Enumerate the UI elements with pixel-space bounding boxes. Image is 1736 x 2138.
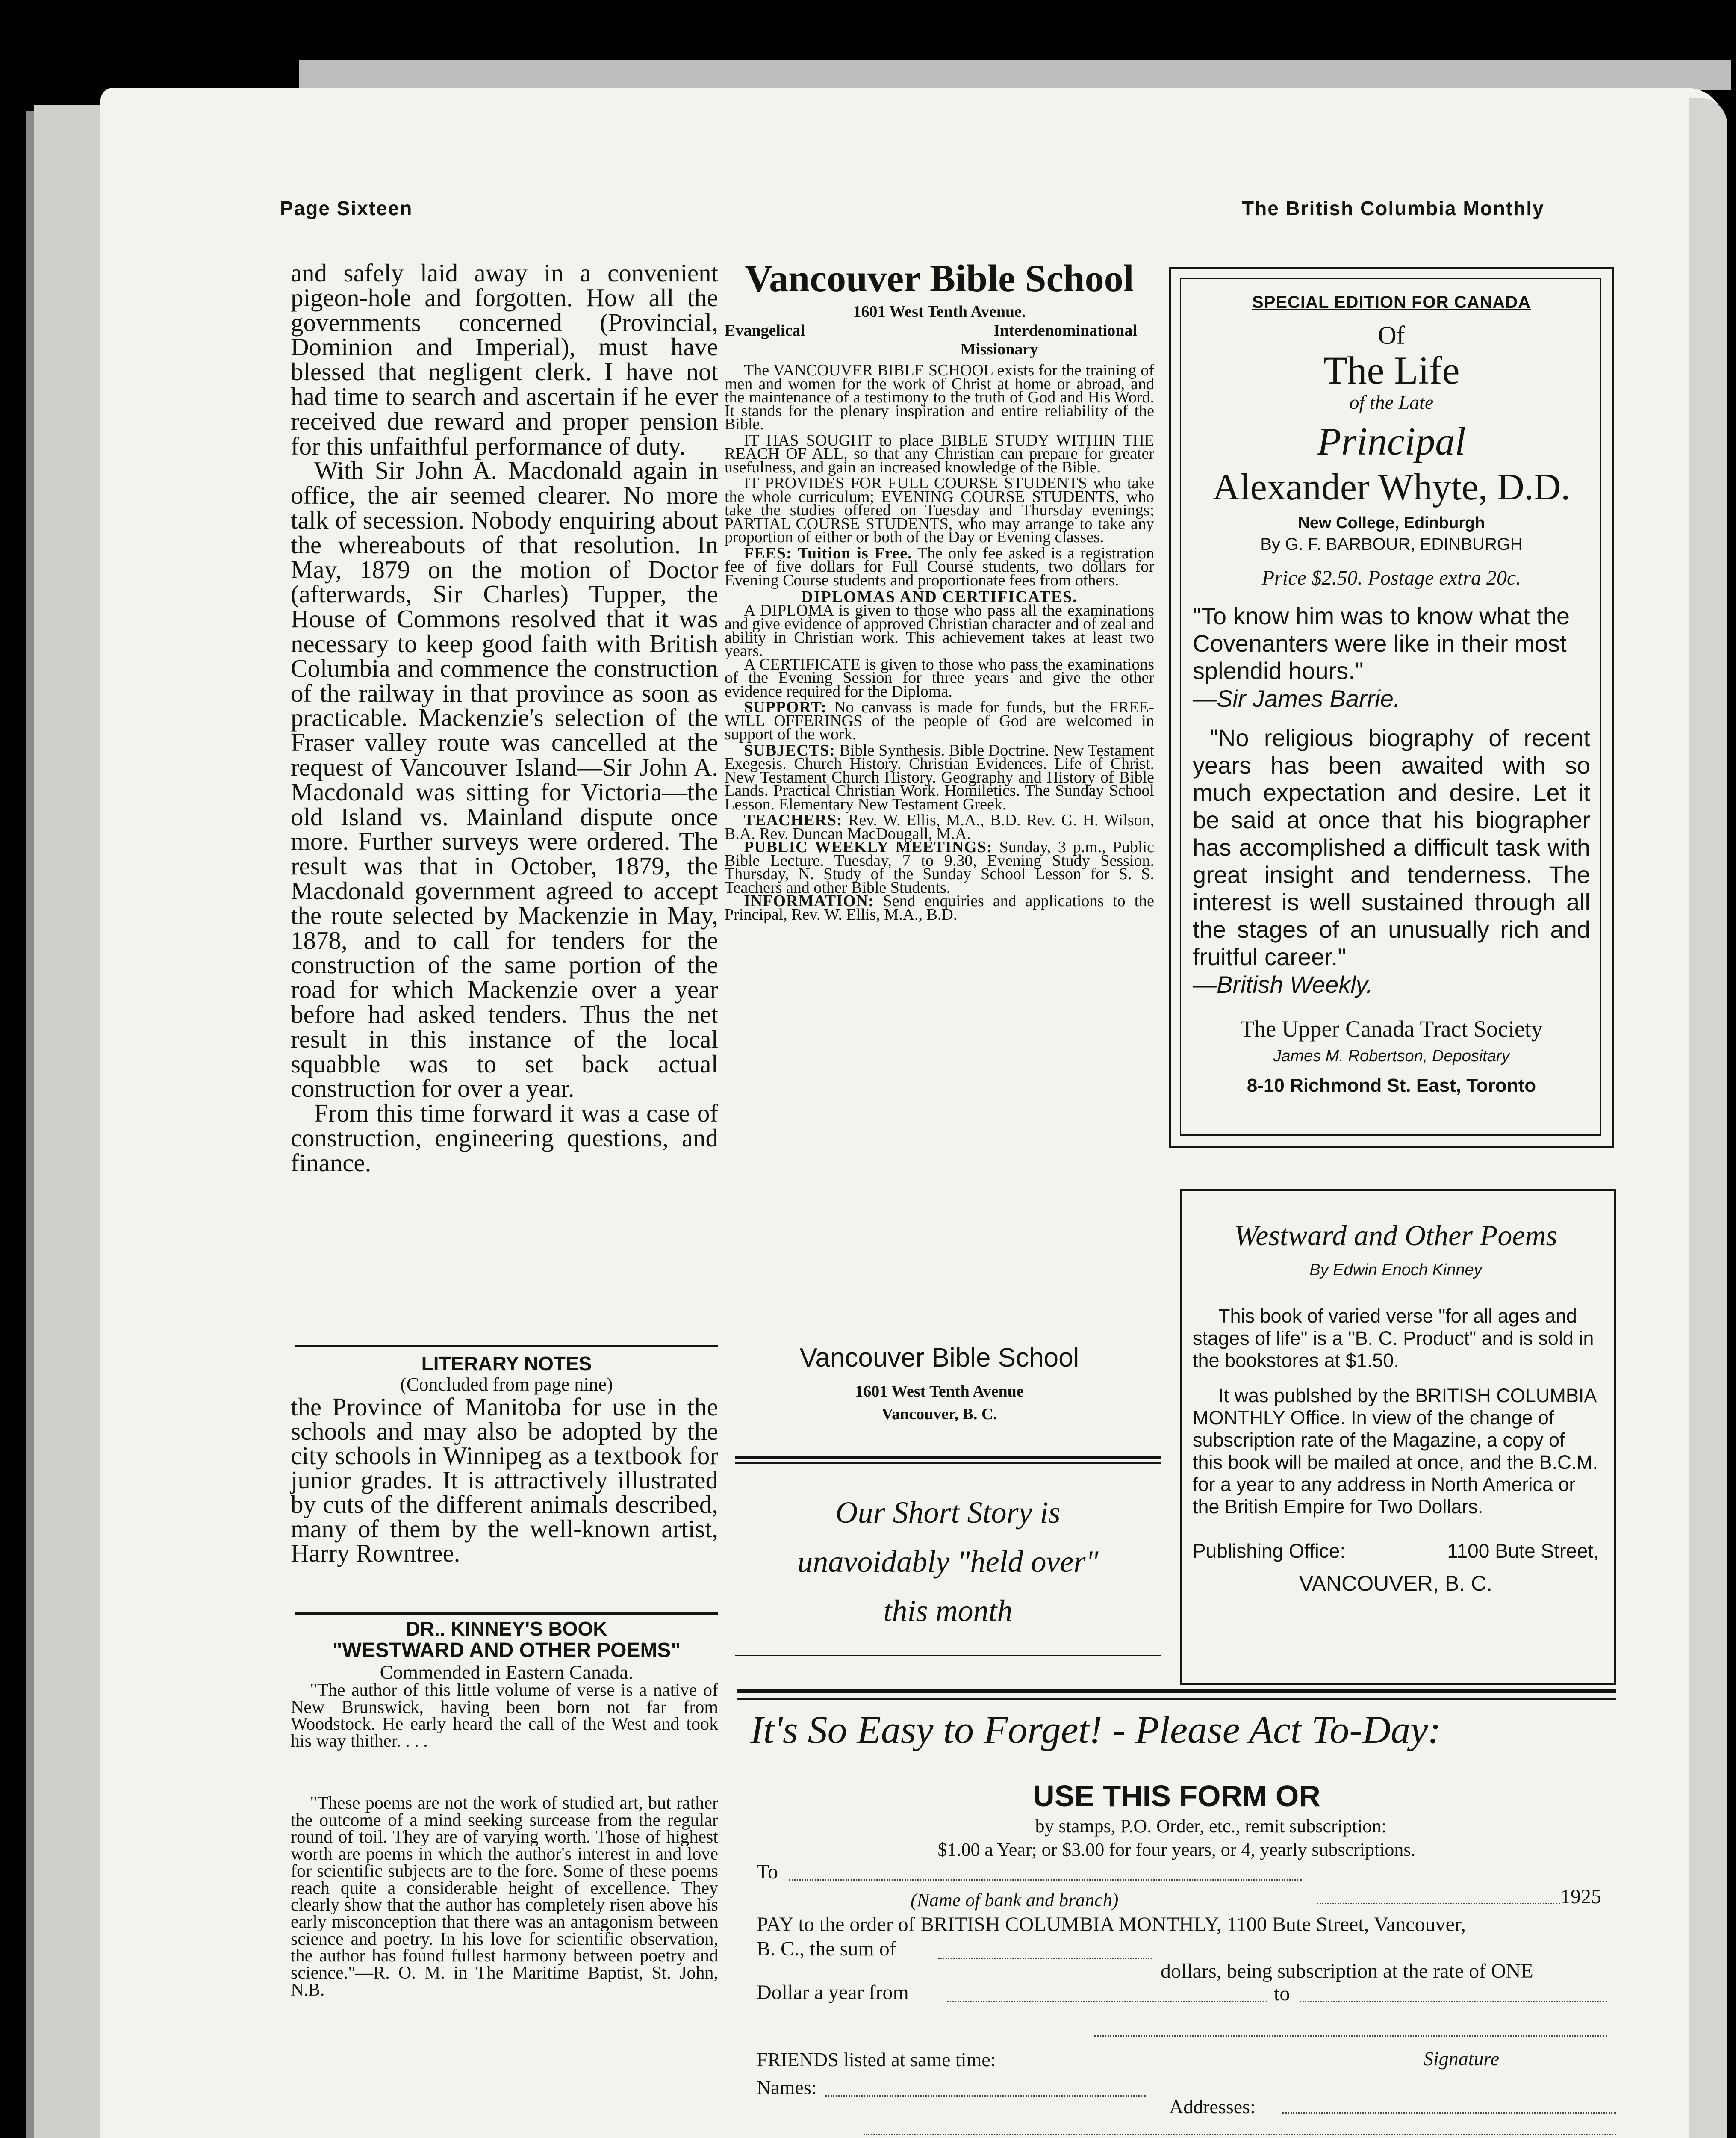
vbs-footer-city: Vancouver, B. C.: [881, 1405, 997, 1423]
westward-title: Westward and Other Poems: [1234, 1219, 1558, 1252]
vbs-info-text: Send enquiries and applications to the Principal, Rev. W. Ellis, M.A., B.D.: [725, 892, 1154, 924]
vbs-fees-label: FEES: Tuition is Free.: [744, 544, 912, 562]
form-rates: $1.00 a Year; or $3.00 for four years, or 4, yearly subscriptions.: [937, 1839, 1416, 1860]
book-spine: [1689, 98, 1727, 2138]
form-dollars-text: dollars, being subscription at the rate of ONE: [1161, 1960, 1533, 1982]
vbs-subjects-text: Bible Synthesis. Bible Doctrine. New Testament Exegesis. Church History. Christian Evidences. Life of Christ. New Testament Church History. Geography and History of Bible Lands. Practical Christian Work. Homiletics. The Sunday School Lesson. Elementary New Testament Greek.: [725, 741, 1154, 813]
vbs-tag-missionary: Missionary: [960, 340, 1038, 358]
form-pay-line: PAY to the order of BRITISH COLUMBIA MONTHLY, 1100 Bute Street, Vancouver,: [757, 1913, 1466, 1936]
whyte-quote-barrie-attr: —Sir James Barrie.: [1193, 685, 1400, 712]
whyte-the-life: The Life: [1323, 348, 1460, 392]
vbs-tag-evangelical: Evangelical: [725, 322, 805, 340]
vbs-paragraph: A CERTIFICATE is given to those who pass the examinations of the Evening Session for three years and give the other evidence required for the Diploma.: [725, 655, 1154, 700]
vbs-ad: [725, 257, 1154, 924]
kinney-book-commended: Commended in Eastern Canada.: [380, 1661, 634, 1683]
form-headline: It's So Easy to Forget! - Please Act To-Day:: [750, 1708, 1441, 1751]
whyte-quote-barrie: "To know him was to know what the Covenanters were like in their most splendid hours.": [1193, 602, 1570, 684]
form-year: 1925: [1560, 1885, 1601, 1908]
vbs-subjects: [725, 741, 1154, 813]
westward-office-label: Publishing Office:: [1193, 1540, 1346, 1562]
westward-paragraph: This book of varied verse "for all ages and stages of life" is a "B. C. Product" and is sold in the bookstores at $1.50.: [1193, 1305, 1594, 1371]
book-page-edges: [34, 105, 100, 2138]
vbs-diplomas-title: DIPLOMAS AND CERTIFICATES.: [801, 588, 1078, 606]
vbs-paragraph: IT PROVIDES FOR FULL COURSE STUDENTS who take the whole curriculum; EVENING COURSE STUDENTS, who take the studies offered on Tuesday and Thursday evenings; PARTIAL COURSE STUDENTS, who may arrange to take any proportion of either or both of the Day or Evening classes.: [725, 474, 1154, 546]
vbs-info-label: INFORMATION:: [744, 892, 874, 910]
kinney-book-title: DR.. KINNEY'S BOOK: [406, 1618, 607, 1640]
whyte-special-edition: SPECIAL EDITION FOR CANADA: [1252, 293, 1531, 312]
kinney-review-paragraph: "The author of this little volume of verse is a native of New Brunswick, having been born not far from Woodstock. He early heard the call of the West and took his way thither. . . .: [291, 1680, 718, 1751]
film-edge-top: [299, 60, 1731, 90]
page-number-header: Page Sixteen: [280, 197, 413, 219]
book-edge-shadow: [26, 111, 34, 2138]
form-to-line[interactable]: [789, 1879, 1302, 1881]
form-to2-line[interactable]: [1300, 2001, 1607, 2002]
vbs-meetings: [725, 838, 1154, 897]
vbs-subjects-label: SUBJECTS:: [744, 741, 835, 759]
form-blank-line[interactable]: [1094, 2035, 1607, 2037]
vbs-paragraph: IT HAS SOUGHT to place BIBLE STUDY WITHIN THE REACH OF ALL, so that any Christian can prepare for greater usefulness, and gain an increased knowledge of the Bible.: [725, 431, 1154, 476]
form-bc-sum: B. C., the sum of: [757, 1937, 896, 1960]
section-divider: [735, 1655, 1161, 1656]
vbs-fees-text: The only fee asked is a registration fee of five dollars for Full Course students, two dollars for Evening Course students and proportionate fees from others.: [725, 544, 1154, 589]
vbs-support: [725, 698, 1154, 743]
form-use-this: USE THIS FORM OR: [1033, 1779, 1320, 1813]
form-bank-label: (Name of bank and branch): [911, 1890, 1119, 1911]
vbs-title: Vancouver Bible School: [745, 257, 1134, 300]
vbs-footer-title: Vancouver Bible School: [799, 1343, 1079, 1373]
form-friends-label: FRIENDS listed at same time:: [757, 2049, 996, 2070]
whyte-name: Alexander Whyte, D.D.: [1212, 467, 1571, 508]
westward-ad: [1193, 1219, 1599, 1596]
form-names-label: Names:: [757, 2076, 817, 2098]
whyte-college: New College, Edinburgh: [1298, 514, 1485, 532]
vbs-teachers: [725, 811, 1154, 843]
vbs-address: 1601 West Tenth Avenue.: [853, 303, 1026, 321]
literary-notes-title: LITERARY NOTES: [421, 1352, 592, 1375]
vbs-teachers-text: Rev. W. Ellis, M.A., B.D. Rev. G. H. Wilson, B.A. Rev. Duncan MacDougall, M.A.: [725, 811, 1154, 843]
whyte-of: Of: [1378, 321, 1405, 349]
vbs-tag-interdenominational: Interdenominational: [993, 322, 1137, 340]
westward-author: By Edwin Enoch Kinney: [1309, 1261, 1482, 1279]
whyte-publisher: The Upper Canada Tract Society: [1240, 1016, 1543, 1042]
whyte-publisher-address: 8-10 Richmond St. East, Toronto: [1247, 1075, 1536, 1096]
whyte-depositary: James M. Robertson, Depositary: [1273, 1047, 1510, 1065]
vbs-footer-address: 1601 West Tenth Avenue: [855, 1382, 1024, 1400]
whyte-principal: Principal: [1317, 419, 1466, 463]
vbs-support-label: SUPPORT:: [744, 698, 827, 716]
form-top-rule: [737, 1689, 1616, 1693]
whyte-author: By G. F. BARBOUR, EDINBURGH: [1260, 535, 1523, 554]
section-divider: [295, 1612, 718, 1615]
kinney-review-paragraph: "These poems are not the work of studied art, but rather the outcome of a mind seeking surcease from the regular round of toil. They are of varying worth. Those of highest worth are poems in which the author's interest in and love for scientific subjects are to the fore. Some of these poems reach quite a considerable height of excellence. They clearly show that the author has completely risen above his early misconception that there was an antagonism between science and poetry. In his love for scientific observation, the author has found fullest harmony between poetry and science."—R. O. M. in The Maritime Baptist, St. John, N.B.: [291, 1793, 718, 2000]
short-story-line: this month: [883, 1594, 1013, 1628]
westward-office: [1193, 1539, 1599, 1562]
form-to-label: To: [757, 1860, 778, 1883]
section-divider: [295, 1345, 718, 1347]
article-paragraph: and safely laid away in a convenient pigeon-hole and forgotten. How all the governments concerned (Provincial, Dominion and Imperial), must have blessed that negligent clerk. I have not had time to search and ascertain if he ever received due reward and proper pension for this unfaithful performance of duty.: [291, 259, 718, 460]
literary-notes-text: the Province of Manitoba for use in the schools and may also be adopted by the city schools in Winnipeg as a textbook for junior grades. It is attractively illustrated by cuts of the different animals described, many of them by the well-known artist, Harry Rowntree.: [291, 1393, 718, 1567]
vbs-teachers-label: TEACHERS:: [744, 811, 843, 829]
westward-city: VANCOUVER, B. C.: [1299, 1571, 1492, 1595]
section-divider: [735, 1462, 1161, 1464]
form-signature-label: Signature: [1424, 2048, 1500, 2070]
whyte-ad: [1184, 293, 1599, 1096]
form-date-line[interactable]: [1317, 1903, 1560, 1904]
article-paragraph: With Sir John A. Macdonald again in office, the air seemed clearer. No more talk of secession. Nobody enquiring about the whereabouts of that resolution. In May, 1879 on the motion of Doctor (afterwards, Sir Charles) Tupper, the House of Commons resolved that it was necessary to keep good faith with British Columbia and commence the construction of the railway in that province as soon as practicable. Mackenzie's selection of the Fraser valley route was cancelled at the request of Vancouver Island—Sir John A. Macdonald was sitting for Victoria—the old Island vs. Mainland dispute once more. Further surveys were ordered. The result was that in October, 1879, the Macdonald government agreed to accept the route selected by Mackenzie in May, 1878, and to call for tenders for the construction of the same portion of the road for which Mackenzie over a year before had asked tenders. Thus the net result in this instance of the local squabble was to set back actual construction for over a year.: [291, 456, 718, 1103]
short-story-notice: [735, 1488, 1161, 1636]
vbs-fees: [725, 544, 1154, 589]
form-top-rule: [737, 1698, 1616, 1700]
vbs-meetings-label: PUBLIC WEEKLY MEETINGS:: [744, 838, 993, 856]
vbs-paragraph: The VANCOUVER BIBLE SCHOOL exists for the training of men and women for the work of Christ at home or abroad, and the maintenance of a testimony to the truth of God and His Word. It stands for the plenary inspiration and entire reliability of the Bible.: [725, 361, 1154, 433]
whyte-price: Price $2.50. Postage extra 20c.: [1261, 567, 1521, 589]
vbs-tagline: [725, 321, 1154, 340]
form-from-line[interactable]: [947, 2001, 1267, 2002]
whyte-quote-weekly: "No religious biography of recent years has been awaited with so much expectation and desire. Let it be said at once that his biographer has accomplished a difficult task with great insight and tenderness. The interest is well sustained through all the stages of an unusually rich and fruitful career.": [1193, 724, 1590, 970]
magazine-title-header: The British Columbia Monthly: [1242, 197, 1544, 219]
form-name-line[interactable]: [864, 2134, 1616, 2135]
vbs-information: [725, 892, 1154, 924]
form-name-line[interactable]: [825, 2095, 1146, 2097]
westward-paragraph: It was publshed by the BRITISH COLUMBIA MONTHLY Office. In view of the change of subscription rate of the Magazine, a copy of this book will be mailed at once, and the B.C.M. for a year to any address in North America or the British Empire for Two Dollars.: [1193, 1385, 1598, 1518]
form-sum-line[interactable]: [938, 1958, 1152, 1959]
vbs-meetings-text: Sunday, 3 p.m., Public Bible Lecture. Tuesday, 7 to 9.30, Evening Study Session. Thursday, N. Study of the Sunday School Lesson for S. S. Teachers and other Bible Students.: [725, 838, 1154, 897]
kinney-book-subtitle: "WESTWARD AND OTHER POEMS": [332, 1639, 681, 1662]
form-dollar-year: Dollar a year from: [757, 1981, 909, 2004]
article-column: [291, 261, 718, 1175]
vbs-paragraph: A DIPLOMA is given to those who pass all the examinations and give evidence of approved Christian character and of zeal and ability in Christian work. This achievement takes at least two years.: [725, 601, 1154, 660]
short-story-line: unavoidably "held over": [797, 1544, 1099, 1579]
whyte-quote-weekly-attr: —British Weekly.: [1193, 971, 1373, 998]
form-address-line[interactable]: [1282, 2112, 1616, 2114]
form-to2-label: to: [1274, 1982, 1290, 2005]
article-paragraph: From this time forward it was a case of construction, engineering questions, and finance.: [291, 1099, 718, 1177]
whyte-of-the-late: of the Late: [1349, 391, 1434, 413]
westward-office-address: 1100 Bute Street,: [1447, 1540, 1599, 1562]
literary-notes-subtitle: (Concluded from page nine): [400, 1374, 613, 1395]
short-story-line: Our Short Story is: [835, 1495, 1061, 1530]
vbs-support-text: No canvass is made for funds, but the FREE-WILL OFFERINGS of the people of God are welcomed in support of the work.: [725, 698, 1154, 743]
form-remit: by stamps, P.O. Order, etc., remit subscription:: [1035, 1816, 1387, 1837]
section-divider: [735, 1456, 1161, 1459]
form-addresses-label: Addresses:: [1169, 2096, 1256, 2117]
